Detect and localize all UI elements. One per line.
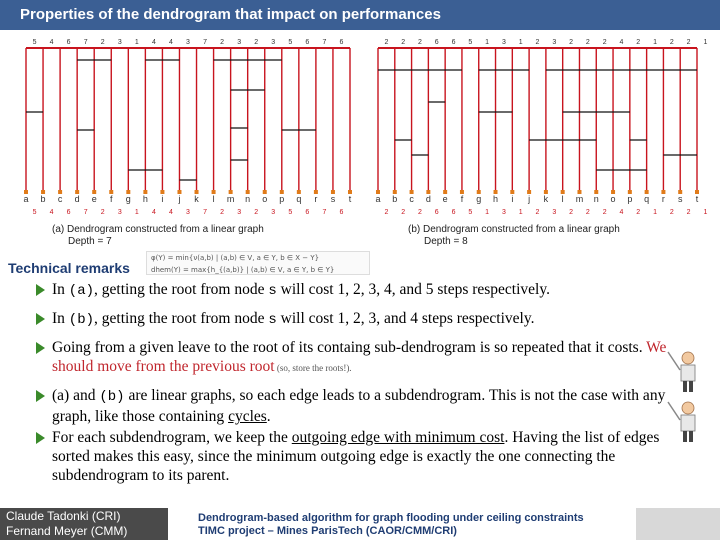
dendrogram-leaf-label: t xyxy=(348,194,352,204)
dendrogram-edge-weight: 2 xyxy=(602,209,607,216)
dendrogram-top-weight: 1 xyxy=(134,39,139,46)
remark-5-underlined: outgoing edge with minimum cost xyxy=(291,429,505,446)
dendrogram-top-weight: 3 xyxy=(501,39,506,46)
remark-1-mid: , getting the root from node xyxy=(94,281,269,298)
dendrogram-leaf-label: g xyxy=(476,194,482,204)
footer-band xyxy=(636,508,720,540)
footer-author-1: Claude Tadonki (CRI) xyxy=(6,509,121,523)
dendrogram-leaf-label: r xyxy=(314,194,318,204)
dendrogram-leaf-label: f xyxy=(110,194,113,204)
dendrogram-edge-weight: 1 xyxy=(653,209,657,216)
dendrogram-edge-weight: 2 xyxy=(401,209,406,216)
remark-1-node: s xyxy=(268,283,277,299)
caption-b-depth: Depth = 8 xyxy=(424,236,468,247)
footer-project: TIMC project – Mines ParisTech (CAOR/CMM/CRI) xyxy=(198,525,457,537)
dendrogram-edge-weight: 7 xyxy=(203,209,208,216)
remark-3-emphasis: We should move from the previous root xyxy=(52,339,667,375)
slide-footer xyxy=(0,508,720,540)
formula-line-2: dhem(Y) = max{h_{(a,b)} | (a,b) ∈ V, a ∈ Y, b ∈ Y} xyxy=(151,266,335,274)
dendrogram-edge-weight: 6 xyxy=(305,209,310,216)
dendrogram-leaf-label: t xyxy=(695,194,699,204)
dendrogram-leaf-label: j xyxy=(528,194,531,204)
dendrogram-leaf-label: f xyxy=(460,194,464,204)
caption-b-text: (b) Dendrogram constructed from a linear graph xyxy=(408,224,620,235)
remark-2-code: (b) xyxy=(68,312,95,328)
dendrogram-top-weight: 5 xyxy=(32,39,37,46)
dendrogram-leaf-label: n xyxy=(593,194,599,204)
caption-a-text: (a) Dendrogram constructed from a linear graph xyxy=(52,224,264,235)
technical-remarks-heading: Technical remarks xyxy=(8,260,130,276)
dendrogram-top-weight: 7 xyxy=(203,39,208,46)
dendrogram-edge-weight: 2 xyxy=(569,209,574,216)
dendrogram-edge-weight: 1 xyxy=(703,209,708,216)
caption-a xyxy=(52,224,264,248)
dendrogram-top-weight: 6 xyxy=(451,39,456,46)
dendrogram-leaf-label: k xyxy=(194,194,199,204)
dendrogram-a-canvas xyxy=(18,30,358,220)
dendrogram-leaf-label: s xyxy=(677,194,683,204)
dendrogram-leaf-label: g xyxy=(125,194,131,204)
footer-talk-title: Dendrogram-based algorithm for graph flooding under ceiling constraints xyxy=(198,512,584,524)
dendrogram-edge-weight: 2 xyxy=(585,209,590,216)
caption-a-depth: Depth = 7 xyxy=(68,236,112,247)
dendrogram-edge-weight: 2 xyxy=(669,209,674,216)
formula-box xyxy=(146,251,370,275)
dendrogram-edge-weight: 2 xyxy=(100,209,105,216)
dendrogram-edge-weight: 3 xyxy=(271,209,276,216)
remark-2-post: will cost 1, 2, 3, and 4 steps respectively. xyxy=(276,310,535,327)
dendrogram-leaf-label: p xyxy=(627,194,633,204)
dendrogram-leaf-label: c xyxy=(57,194,63,204)
dendrogram-edge-weight: 6 xyxy=(339,209,344,216)
dendrogram-leaf-label: p xyxy=(279,194,285,204)
dendrogram-edge-weight: 2 xyxy=(254,209,259,216)
remark-1-code: (a) xyxy=(68,283,95,299)
dendrogram-top-weight: 2 xyxy=(669,39,674,46)
dendrogram-edge-weight: 5 xyxy=(32,209,37,216)
dendrogram-top-weight: 2 xyxy=(602,39,607,46)
dendrogram-leaf-label: d xyxy=(425,194,431,204)
dendrogram-top-weight: 3 xyxy=(237,39,242,46)
dendrogram-top-weight: 7 xyxy=(83,39,88,46)
dendrogram-leaf-label: a xyxy=(375,194,381,204)
dendrogram-edge-weight: 6 xyxy=(66,209,71,216)
dendrogram-edge-weight: 1 xyxy=(134,209,139,216)
teacher-pointing-icon xyxy=(666,348,700,394)
dendrogram-leaf-label: o xyxy=(262,194,268,204)
remark-3 xyxy=(34,338,674,378)
slide-title: Properties of the dendrogram that impact on performances xyxy=(0,0,720,30)
dendrogram-leaf-label: i xyxy=(161,194,164,204)
dendrogram-leaf-label: o xyxy=(610,194,616,204)
remark-5-post: . Having the list of edges sorted makes this easy, since the minimum outgoing edge is exactly the one connecting the subdendrogram to its parent. xyxy=(52,429,660,484)
teacher-pointing-icon xyxy=(666,398,700,444)
dendrogram-edge-weight: 4 xyxy=(49,209,54,216)
dendrogram-edge-weight: 1 xyxy=(485,209,490,216)
dendrogram-top-weight: 3 xyxy=(186,39,190,46)
dendrogram-edge-weight: 2 xyxy=(636,209,641,216)
dendrogram-edge-weight: 2 xyxy=(418,209,422,216)
dendrogram-top-weight: 2 xyxy=(220,39,225,46)
dendrogram-leaf-label: h xyxy=(142,194,148,204)
remark-2 xyxy=(34,309,674,330)
dendrogram-leaf-label: k xyxy=(543,194,549,204)
dendrogram-edge-weight: 2 xyxy=(686,209,691,216)
dendrogram-top-weight: 7 xyxy=(322,39,327,46)
remark-4-end: . xyxy=(266,408,271,425)
remark-2-pre: In xyxy=(52,310,69,327)
dendrogram-top-weight: 3 xyxy=(552,39,557,46)
footer-talk-info xyxy=(198,512,584,538)
remark-1-post: will cost 1, 2, 3, 4, and 5 steps respectively. xyxy=(276,281,550,298)
dendrogram-top-weight: 3 xyxy=(117,39,122,46)
dendrogram-leaf-label: h xyxy=(493,194,499,204)
dendrogram-top-weight: 5 xyxy=(468,39,473,46)
dendrogram-leaf-label: e xyxy=(442,194,448,204)
dendrogram-top-weight: 2 xyxy=(686,39,691,46)
dendrogram-edge-weight: 7 xyxy=(322,209,327,216)
dendrogram-top-weight: 1 xyxy=(703,39,708,46)
remark-4-pre: (a) and xyxy=(52,387,100,404)
dendrogram-top-weight: 2 xyxy=(569,39,574,46)
footer-authors xyxy=(0,508,168,540)
dendrogram-edge-weight: 6 xyxy=(434,209,439,216)
dendrogram-top-weight: 1 xyxy=(485,39,490,46)
caption-b xyxy=(408,224,620,248)
remark-1 xyxy=(34,280,674,301)
dendrogram-edge-weight: 6 xyxy=(451,209,456,216)
dendrogram-top-weight: 5 xyxy=(288,39,293,46)
dendrogram-edge-weight: 2 xyxy=(220,209,225,216)
dendrogram-leaf-label: s xyxy=(330,194,336,204)
remark-3-text: Going from a given leave to the root of its containg sub-dendrogram is so repeated that it costs. xyxy=(52,339,647,356)
dendrogram-top-weight: 6 xyxy=(434,39,439,46)
dendrogram-leaf-label: a xyxy=(23,194,29,204)
dendrogram-edge-weight: 4 xyxy=(619,209,624,216)
formula-line-1: φ(Y) = min{ν(a,b) | (a,b) ∈ V, a ∈ Y, b ∈ X − Y} xyxy=(151,254,320,262)
dendrogram-top-weight: 6 xyxy=(66,39,71,46)
dendrogram-edge-weight: 1 xyxy=(518,209,523,216)
dendrogram-leaf-label: b xyxy=(392,194,398,204)
dendrogram-top-weight: 6 xyxy=(305,39,310,46)
remark-2-node: s xyxy=(268,312,277,328)
dendrogram-top-weight: 2 xyxy=(254,39,259,46)
dendrogram-leaf-label: i xyxy=(511,194,514,204)
dendrogram-leaf-label: n xyxy=(245,194,251,204)
dendrogram-edge-weight: 7 xyxy=(83,209,88,216)
dendrogram-top-weight: 2 xyxy=(535,39,540,46)
dendrogram-edge-weight: 4 xyxy=(168,209,173,216)
dendrogram-top-weight: 2 xyxy=(384,39,389,46)
dendrogram-leaf-label: r xyxy=(661,194,665,204)
dendrogram-leaf-label: d xyxy=(74,194,80,204)
dendrogram-top-weight: 4 xyxy=(151,39,156,46)
remark-4-text: are linear graphs, so each edge leads to a subdendrogram. This is not the case with any graph, like those containing xyxy=(52,387,666,425)
dendrogram-leaf-label: b xyxy=(40,194,46,204)
remark-5 xyxy=(34,428,674,485)
dendrogram-b-canvas xyxy=(370,30,708,220)
dendrogram-top-weight: 4 xyxy=(168,39,173,46)
dendrogram-leaf-label: j xyxy=(178,194,181,204)
dendrogram-leaf-label: m xyxy=(226,194,235,204)
dendrogram-leaf-label: l xyxy=(561,194,564,204)
dendrogram-leaf-label: c xyxy=(409,194,414,204)
dendrogram-edge-weight: 4 xyxy=(151,209,156,216)
dendrogram-edge-weight: 5 xyxy=(468,209,473,216)
dendrogram-top-weight: 1 xyxy=(653,39,657,46)
remark-1-pre: In xyxy=(52,281,69,298)
dendrogram-edge-weight: 3 xyxy=(186,209,190,216)
dendrogram-top-weight: 2 xyxy=(401,39,406,46)
dendrogram-edge-weight: 3 xyxy=(501,209,506,216)
dendrogram-edge-weight: 5 xyxy=(288,209,293,216)
remarks-list xyxy=(34,280,674,493)
remark-4-code: (b) xyxy=(99,389,125,405)
dendrogram-top-weight: 6 xyxy=(339,39,344,46)
dendrogram-leaf-label: q xyxy=(296,194,302,204)
dendrogram-top-weight: 4 xyxy=(49,39,54,46)
remark-4 xyxy=(34,386,674,426)
dendrogram-top-weight: 2 xyxy=(585,39,590,46)
dendrogram-figure-a xyxy=(18,30,358,220)
dendrogram-top-weight: 3 xyxy=(271,39,276,46)
dendrogram-figure-b xyxy=(370,30,708,220)
dendrogram-edge-weight: 3 xyxy=(552,209,557,216)
dendrogram-leaf-label: q xyxy=(644,194,650,204)
dendrogram-top-weight: 2 xyxy=(100,39,105,46)
dendrogram-edge-weight: 2 xyxy=(535,209,540,216)
dendrogram-leaf-label: m xyxy=(575,194,584,204)
dendrogram-top-weight: 4 xyxy=(619,39,624,46)
remark-2-mid: , getting the root from node xyxy=(94,310,269,327)
dendrogram-top-weight: 2 xyxy=(636,39,641,46)
dendrogram-top-weight: 2 xyxy=(418,39,422,46)
dendrogram-edge-weight: 3 xyxy=(237,209,242,216)
dendrogram-edge-weight: 3 xyxy=(117,209,122,216)
dendrogram-leaf-label: e xyxy=(91,194,97,204)
dendrogram-top-weight: 1 xyxy=(518,39,523,46)
remark-3-note: (so, store the roots!). xyxy=(274,363,352,373)
dendrogram-edge-weight: 2 xyxy=(384,209,389,216)
footer-author-2: Fernand Meyer (CMM) xyxy=(6,524,128,538)
remark-4-underlined: cycles xyxy=(228,408,267,425)
dendrogram-leaf-label: l xyxy=(212,194,215,204)
remark-5-pre: For each subdendrogram, we keep the xyxy=(52,429,292,446)
